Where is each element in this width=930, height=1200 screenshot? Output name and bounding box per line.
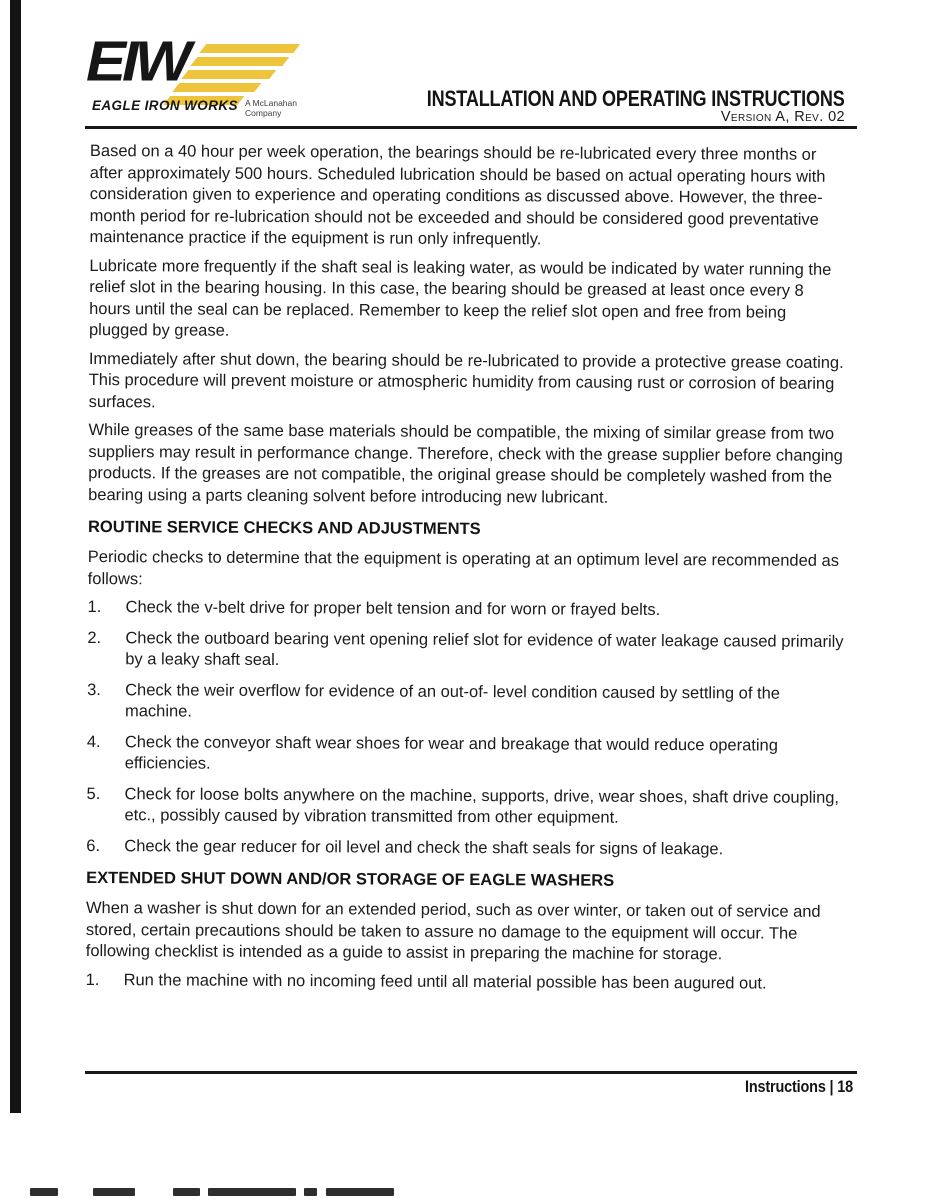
logo-tagline-line1: A McLanahan [245, 98, 297, 108]
scan-bottom-artifact [0, 1188, 930, 1198]
logo-brand-name: EAGLE IRON WORKS [92, 98, 238, 113]
list-item [87, 731, 845, 778]
list-item-number: 5. [86, 784, 101, 803]
logo-stripe [182, 70, 277, 79]
eiw-logo [86, 28, 318, 124]
list-item [87, 627, 845, 674]
section-intro: When a washer is shut down for an extended period, such as over winter, or taken out of service and stored, certain precautions should be taken to assure no damage to the equipment will occur. The following checklist is intended as a guide to assist in preparing the machine for storage. [85, 898, 821, 964]
page-footer-label: Instructions | 18 [745, 1077, 853, 1096]
list-item-text: Check the gear reducer for oil level and check the shaft seals for signs of leakage. [124, 836, 724, 858]
logo-stripe [200, 44, 301, 53]
document-title: INSTALLATION AND OPERATING INSTRUCTIONS [427, 86, 845, 111]
list-item-number: 6. [86, 836, 101, 855]
paragraph: While greases of the same base materials should be compatible, the mixing of similar grease from two suppliers may result in performance change. Therefore, check with the grease supplier before changing products. If the greases are not compatible, the original grease should be completely washed from the bearing using a parts cleaning solvent before introducing new lubricant. [88, 420, 843, 507]
paragraph: Immediately after shut down, the bearing should be re-lubricated to provide a protective grease coating. This procedure will prevent moisture or atmospheric humidity from causing rust or corrosion of bearing surfaces. [88, 349, 844, 411]
logo-tagline [245, 99, 297, 118]
list-item-number: 1. [85, 970, 100, 989]
paragraph: Lubricate more frequently if the shaft seal is leaking water, as would be indicated by water running the relief slot in the bearing housing. In this case, the bearing should be greased at least once every 8 hours until the seal can be replaced. Remember to keep the relief slot open and free from being plugged by grease. [88, 256, 832, 340]
list-item-number: 2. [87, 628, 102, 647]
list-item-text: Check the weir overflow for evidence of an out-of- level condition caused by settling of the machine. [124, 680, 781, 721]
logo-acronym: EIW [86, 28, 188, 93]
list-item-text: Check for loose bolts anywhere on the machine, supports, drive, wear shoes, shaft drive coupling, etc., possibly caused by vibration transmitted from other equipment. [124, 784, 840, 827]
list-item [86, 783, 844, 830]
list-item-number: 3. [87, 680, 101, 699]
paragraph: Based on a 40 hour per week operation, the bearings should be re-lubricated every three months or after approximately 500 hours. Scheduled lubrication should be based on actual operating hours with consideration given to experience and operating conditions as discussed above. However, the three-month period for re-lubrication should not be exceeded and should be considered good preventative maintenance practice if the equipment is run only infrequently. [89, 141, 826, 249]
list-item-text: Check the v-belt drive for proper belt tension and for worn or frayed belts. [125, 598, 661, 619]
list-item [86, 835, 844, 860]
list-item [86, 969, 844, 994]
routine-service-list [86, 597, 845, 861]
section-heading-routine-service: ROUTINE SERVICE CHECKS AND ADJUSTMENTS [87, 517, 481, 539]
list-item-text: Check the outboard bearing vent opening relief slot for evidence of water leakage caused primarily by a leaky shaft seal. [125, 628, 844, 669]
list-item-text: Check the conveyor shaft wear shoes for wear and breakage that would reduce operating efficiencies. [124, 732, 778, 773]
list-item-text: Run the machine with no incoming feed until all material possible has been augured out. [123, 970, 767, 993]
section-intro: Periodic checks to determine that the equipment is operating at an optimum level are recommended as follows: [87, 547, 840, 588]
page-content [86, 141, 848, 1004]
section-heading-extended-shutdown: EXTENDED SHUT DOWN AND/OR STORAGE OF EAGLE WASHERS [86, 868, 615, 890]
list-item-number: 4. [86, 732, 101, 751]
footer-divider [85, 1071, 857, 1074]
list-item-number: 1. [87, 597, 102, 617]
scan-edge-bar [10, 0, 21, 1113]
document-version: Version A, Rev. 02 [720, 109, 845, 125]
list-item [87, 679, 845, 726]
logo-stripe [191, 57, 290, 66]
logo-tagline-line2: Company [245, 107, 282, 118]
storage-checklist [86, 969, 844, 994]
header-divider [85, 126, 857, 129]
list-item [87, 597, 845, 622]
